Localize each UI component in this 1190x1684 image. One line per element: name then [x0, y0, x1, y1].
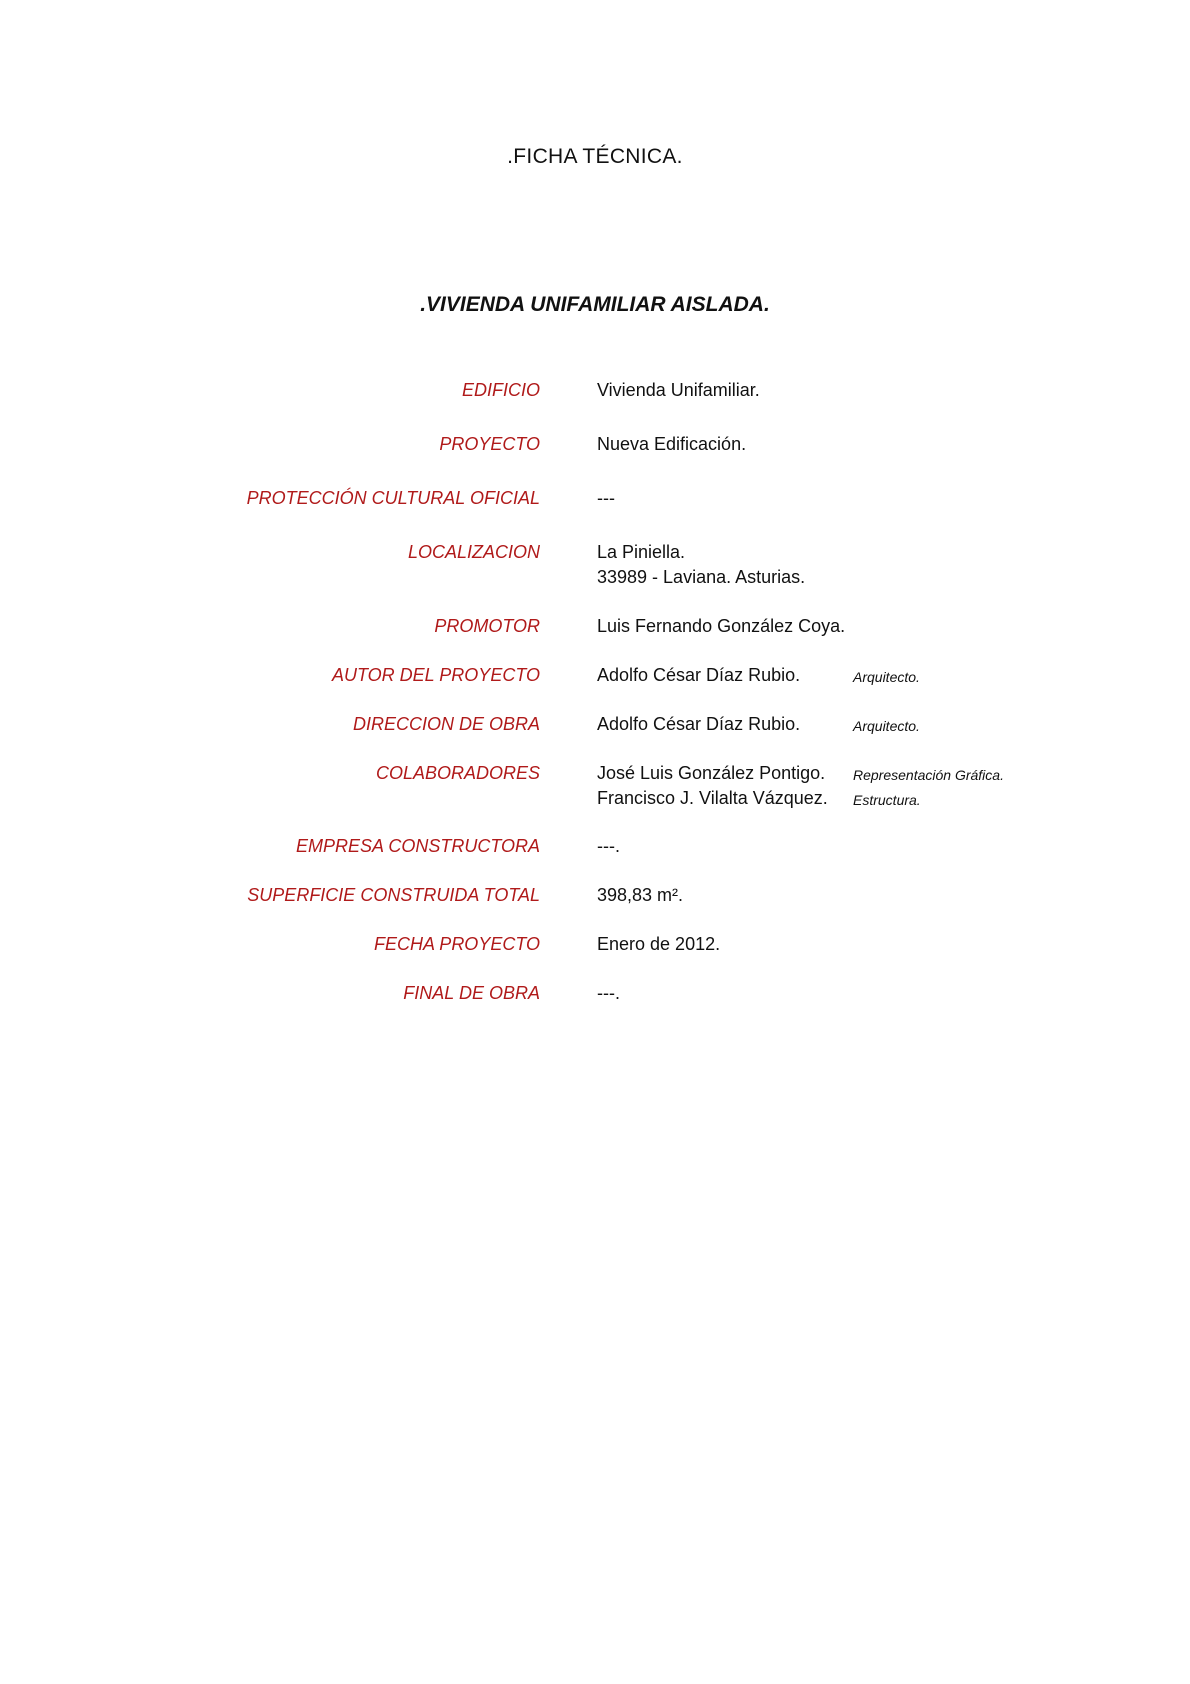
- field-row-edificio: [0, 378, 1190, 428]
- field-row-empresa: [0, 834, 1190, 884]
- field-value-fecha: Enero de 2012.: [597, 934, 721, 954]
- field-row-proyecto: [0, 432, 1190, 482]
- field-role-autor: Arquitecto.: [853, 669, 920, 685]
- field-value-localizacion: [597, 540, 805, 590]
- field-label-localizacion: LOCALIZACION: [407, 542, 540, 562]
- colaborador-role-2: Estructura.: [853, 792, 921, 808]
- field-role-direccion: Arquitecto.: [853, 718, 920, 734]
- field-label-colaboradores: COLABORADORES: [375, 763, 540, 783]
- field-row-promotor: [0, 614, 1190, 664]
- localizacion-line-2: 33989 - Laviana. Asturias.: [597, 567, 806, 587]
- field-label-promotor: PROMOTOR: [434, 616, 540, 636]
- field-label-direccion: DIRECCION DE OBRA: [352, 714, 540, 734]
- field-label-edificio: EDIFICIO: [461, 380, 540, 400]
- field-row-colaboradores: [0, 761, 1190, 833]
- field-value-proteccion: ---: [597, 488, 615, 508]
- colaborador-name-1: José Luis González Pontigo.: [597, 763, 826, 783]
- field-row-final: [0, 981, 1190, 1031]
- document-subtitle: .VIVIENDA UNIFAMILIAR AISLADA.: [420, 293, 770, 316]
- colaborador-role-1: Representación Gráfica.: [853, 767, 1004, 783]
- field-label-proteccion: PROTECCIÓN CULTURAL OFICIAL: [246, 488, 540, 508]
- document-title: .FICHA TÉCNICA.: [507, 145, 683, 168]
- field-value-final: ---.: [597, 983, 620, 1003]
- field-row-fecha: [0, 932, 1190, 982]
- field-value-empresa: ---.: [597, 836, 620, 856]
- field-label-proyecto: PROYECTO: [439, 434, 540, 454]
- field-row-direccion: [0, 712, 1190, 762]
- field-value-proyecto: Nueva Edificación.: [597, 434, 747, 454]
- localizacion-line-1: La Piniella.: [597, 542, 686, 562]
- field-value-direccion: Adolfo César Díaz Rubio.: [597, 714, 801, 734]
- field-value-edificio: Vivienda Unifamiliar.: [597, 380, 760, 400]
- field-row-superficie: [0, 883, 1190, 933]
- field-row-autor: [0, 663, 1190, 713]
- field-label-empresa: EMPRESA CONSTRUCTORA: [295, 836, 540, 856]
- field-label-final: FINAL DE OBRA: [403, 983, 540, 1003]
- field-value-colaboradores: [597, 761, 828, 811]
- field-label-superficie: SUPERFICIE CONSTRUIDA TOTAL: [247, 885, 540, 905]
- field-value-promotor: Luis Fernando González Coya.: [597, 616, 846, 636]
- field-value-autor: Adolfo César Díaz Rubio.: [597, 665, 801, 685]
- field-label-autor: AUTOR DEL PROYECTO: [331, 665, 540, 685]
- field-role-colaboradores: [853, 761, 1004, 813]
- field-value-superficie: 398,83 m².: [597, 885, 684, 905]
- field-row-proteccion: [0, 486, 1190, 536]
- colaborador-name-2: Francisco J. Vilalta Vázquez.: [597, 788, 828, 808]
- field-row-localizacion: [0, 540, 1190, 590]
- field-label-fecha: FECHA PROYECTO: [373, 934, 540, 954]
